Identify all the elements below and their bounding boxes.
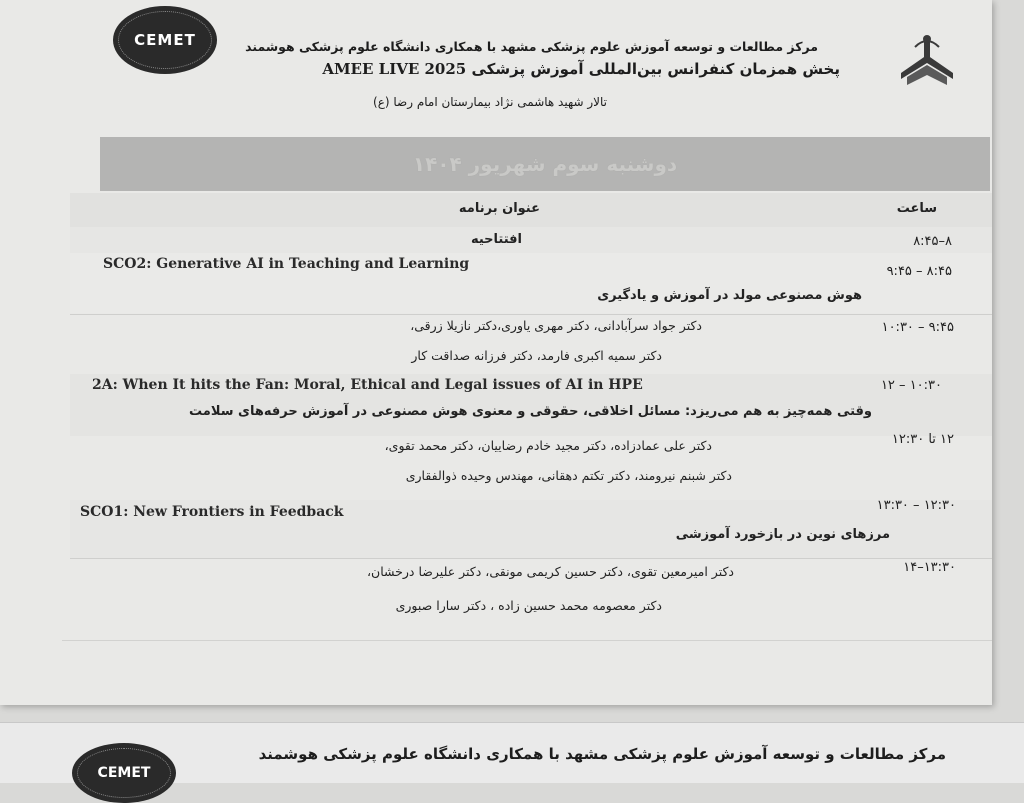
session-title-fa: وقتی همه‌چیز به هم می‌ریزد: مسائل اخلاقی، حقوقی و معنوی هوش مصنوعی در آموزش حرفه‌های سلامت [189,404,872,419]
speakers-line-2: دکتر شبنم نیرومند، دکتر تکتم دهقانی، مهندس وحیده ذوالفقاری [405,468,732,483]
table-row [70,227,992,253]
header-line-2-fa: پخش همزمان کنفرانس بین‌المللی آموزش پزشکی [471,60,840,78]
column-title-header: عنوان برنامه [458,201,540,216]
session-time: ۸:۴۵ – ۹:۴۵ [886,264,952,279]
speakers-line-2: دکتر سمیه اکبری فارمد، دکتر فرزانه صداقت کار [411,348,662,363]
table-bottom-border [62,640,992,641]
seal-text: CEMET [97,765,151,781]
session-title-en: 2A: When It hits the Fan: Moral, Ethical and Legal issues of AI in HPE [92,377,643,393]
cemet-seal-logo [72,743,176,803]
date-band [100,137,990,191]
session-title-fa: مرزهای نوین در بازخورد آموزشی [675,527,890,542]
speakers-line-1: دکتر امیرمعین تقوی، دکتر حسین کریمی مونقی، دکتر علیرضا درخشان، [367,564,734,579]
next-page-header-line: مرکز مطالعات و توسعه آموزش علوم پزشکی مشهد با همکاری دانشگاه علوم پزشکی هوشمند [258,745,946,763]
session-time: ۱۳:۳۰–۱۴ [903,560,956,575]
session-title-en: SCO1: New Frontiers in Feedback [80,504,344,520]
row-divider [70,314,992,315]
speakers-line-1: دکتر جواد سرآبادانی، دکتر مهری یاوری،دکتر نازیلا زرقی، [410,318,702,333]
session-time: ۱۲:۳۰ – ۱۳:۳۰ [876,498,956,513]
header-line-2-en: AMEE LIVE 2025 [322,60,467,78]
venue-line: تالار شهید هاشمی نژاد بیمارستان امام رضا (ع) [373,95,607,109]
column-time-header: ساعت [896,201,937,216]
header-line-2 [322,60,840,78]
cemet-seal-logo [113,6,217,74]
session-time: ۹:۴۵ – ۱۰:۳۰ [881,320,954,335]
header-line-1: مرکز مطالعات و توسعه آموزش علوم پزشکی مشهد با همکاری دانشگاه علوم پزشکی هوشمند [245,39,818,54]
session-time: ۸–۸:۴۵ [913,234,952,249]
speakers-line-2: دکتر معصومه محمد حسین زاده ، دکتر سارا صبوری [395,598,662,613]
date-title: دوشنبه سوم شهریور ۱۴۰۴ [412,152,678,176]
session-title-en: SCO2: Generative AI in Teaching and Learning [103,256,470,272]
session-time: ۱۲ تا ۱۲:۳۰ [891,432,954,447]
session-time: ۱۰:۳۰ – ۱۲ [880,378,942,393]
seal-text: CEMET [134,31,196,49]
row-divider [70,558,992,559]
session-title-fa: هوش مصنوعی مولد در آموزش و یادگیری [597,288,862,303]
next-page [0,722,1024,783]
speakers-line-1: دکتر علی عمادزاده، دکتر مجید خادم رضاییان، دکتر محمد تقوی، [384,438,712,453]
program-title: افتتاحیه [470,232,522,247]
university-logo [895,33,959,89]
